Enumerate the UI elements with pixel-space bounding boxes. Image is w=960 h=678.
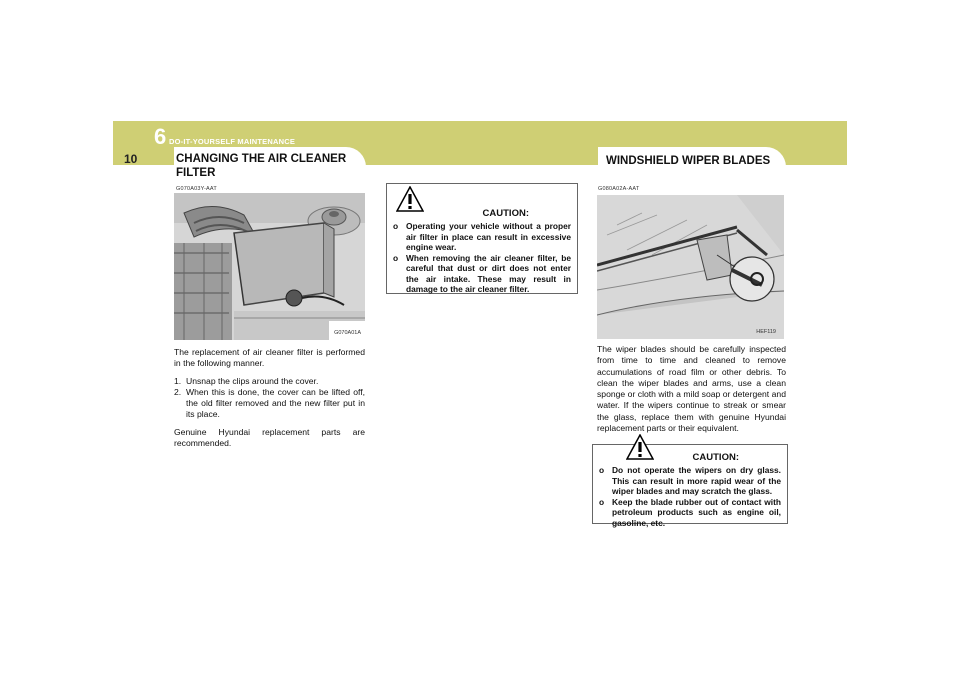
caution-list [393, 221, 571, 295]
caution-item [599, 465, 781, 497]
wiper-photo [597, 195, 784, 339]
caution-text: Operating your vehicle without a proper air filter in place can result in excessive engine wear. [406, 221, 571, 252]
air-cleaner-intro: The replacement of air cleaner filter is performed in the following manner. [174, 347, 365, 369]
caution-bullet: o [393, 252, 399, 263]
caution-heading: CAUTION: [692, 452, 739, 463]
engine-bay-illustration [174, 193, 365, 340]
air-filter-caution-box [386, 183, 578, 294]
warning-triangle-icon [396, 186, 424, 212]
wiper-title: WINDSHIELD WIPER BLADES [606, 155, 771, 167]
air-cleaner-note: Genuine Hyundai replacement parts are recommended. [174, 426, 365, 449]
wiper-caution-box [592, 444, 788, 528]
wiper-body-text: The wiper blades should be carefully inspected from time to time and cleaned to remove accumulations of road film or other debris. To clean the wiper blades and arms, use a clean sponge or cloth with a mild soap or detergent and water. If the wipers continue to streak or smear the glass, replace them with genuine Hyundai replacement parts or their equivalent. [597, 344, 786, 434]
caution-text: Do not operate the wipers on dry glass. This can result in more rapid wear of the wiper blades and may scratch the glass. [612, 465, 781, 496]
chapter-number: 6 [154, 124, 167, 149]
engine-photo-code: G070A01A [334, 330, 361, 336]
step-item [174, 387, 365, 421]
caution-heading: CAUTION: [482, 208, 529, 219]
step-text: When this is done, the cover can be lifted off, the old filter removed and the new filter put in its place. [186, 386, 365, 420]
step-number: 1. [174, 375, 182, 386]
step-text: Unsnap the clips around the cover. [186, 375, 319, 386]
wiper-illustration [597, 195, 784, 339]
wiper-code: G080A02A-AAT [598, 186, 640, 192]
caution-item [393, 253, 571, 295]
caution-item [393, 221, 571, 253]
air-cleaner-body [174, 347, 365, 455]
caution-bullet: o [599, 465, 605, 475]
step-number: 2. [174, 386, 182, 397]
chapter-title: DO-IT-YOURSELF MAINTENANCE [169, 137, 296, 146]
wiper-photo-code: HEF119 [756, 329, 776, 335]
air-cleaner-title: CHANGING THE AIR CLEANER FILTER [176, 153, 347, 179]
step-item [174, 376, 365, 387]
caution-bullet: o [393, 221, 399, 231]
wiper-body [597, 344, 786, 440]
air-cleaner-code: G070A03Y-AAT [176, 186, 217, 192]
caution-item [599, 497, 781, 529]
caution-text: When removing the air cleaner filter, be careful that dust or dirt does not enter the air intake. These may result in damage to the air cleaner filter. [406, 252, 571, 294]
air-cleaner-steps [174, 376, 365, 421]
engine-bay-photo [174, 193, 365, 340]
caution-text: Keep the blade rubber out of contact with petroleum products such as engine oil, gasoline, etc. [612, 496, 781, 528]
page-number: 10 [124, 152, 138, 166]
warning-triangle-icon [626, 434, 654, 460]
caution-bullet: o [599, 496, 605, 507]
caution-list [599, 465, 781, 528]
